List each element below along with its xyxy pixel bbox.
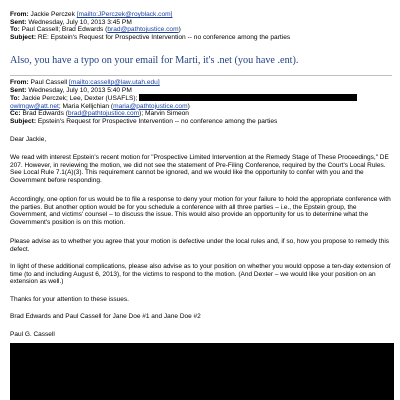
sent-date: Wednesday, July 10, 2013 5:40 PM (28, 86, 132, 94)
cc-names-rest: ); Marvin Simeon (139, 110, 189, 118)
sent-row (10, 19, 394, 27)
greeting-text: Dear Jackie, (10, 136, 47, 143)
to-row (10, 94, 394, 103)
paragraph-text: Please advise as to whether you agree that your motion is defective under the local rules and, if so, how you propose to remedy this defect. (10, 238, 390, 253)
sent-row (10, 87, 394, 95)
paragraph-4 (10, 263, 393, 286)
from-email-link[interactable]: [mailto:cassellp@law.utah.edu] (69, 79, 160, 86)
from-label: From: (10, 11, 29, 18)
email-header-1 (10, 11, 394, 41)
from-row (10, 79, 394, 87)
to-names-continued: ; Maria Kelljchian ( (58, 102, 114, 110)
signature-line: Brad Edwards and Paul Cassell for Jane Doe #1 and Jane Doe #2 (10, 313, 201, 320)
from-name: Jackie Perczek (30, 11, 75, 18)
sent-label: Sent: (10, 18, 27, 26)
redaction-block (10, 343, 394, 400)
to-label: To: (10, 95, 20, 103)
paragraph-text: Thanks for your attention to these issues. (10, 296, 129, 303)
paragraph-7 (10, 331, 393, 339)
sent-date: Wednesday, July 10, 2013 3:45 PM (28, 18, 132, 26)
to-close: ) (178, 26, 181, 34)
paragraph-text: We read with interest Epstein's recent motion for "Prospective Limited Intervention at the Remedy Stage of These Proceedings," DE 207. However, in reviewing the motion, we did not see the statement of Pre-Filing Conference, required by the Court's Local Rules. See Local Rule 7.1(A)(3). This requirement cannot be ignored, and we would like the opportunity to confer with you and the Government before responding. (10, 154, 389, 185)
from-name: Paul Cassell (30, 79, 68, 86)
to-row-continued (10, 103, 394, 111)
to-label: To: (10, 26, 20, 34)
greeting (10, 136, 393, 144)
cc-row (10, 110, 394, 118)
from-label: From: (10, 79, 29, 86)
cc-names: Brad Edwards ( (22, 110, 68, 118)
reply-line: Also, you have a typo on your email for Marti, it's .net (you have .ent). (10, 55, 299, 66)
subject-label: Subject: (10, 33, 37, 41)
to-close: ) (187, 102, 190, 110)
paragraph-3 (10, 238, 393, 253)
to-email-link-2[interactable]: maria@pathtojustice.com (113, 102, 188, 110)
cc-label: Cc: (10, 110, 21, 118)
to-email-link[interactable]: brad@pathtojustice.com (107, 26, 179, 34)
subject-row (10, 118, 394, 126)
to-row (10, 26, 394, 34)
subject-row (10, 34, 394, 42)
to-email-link[interactable]: owlmgw@att.net (10, 102, 59, 110)
sent-label: Sent: (10, 86, 27, 94)
subject-text: Epstein's Request for Prospective Intervention -- no conference among the parties (37, 117, 278, 125)
signature-name: Paul G. Cassell (10, 331, 55, 338)
paragraph-text: Accordingly, one option for us would be to file a response to deny your motion for your failure to hold the appropriate conference with the parties. But another option would be for you schedule a conference with all three parties – i.e., the Epstein group, the Government, and victims' counsel – to discuss the issue. This would also provide an opportunity for us to determine what the Government's position is on this motion. (10, 196, 391, 227)
email-header-2 (10, 79, 394, 126)
paragraph-2 (10, 196, 393, 227)
paragraph-text: In light of these additional complications, please also advise as to your position on whether you would oppose a ten-day extension of time (to and including August 6, 2013), for the victims to respond to the motion. (And Dexter – we would like your position on an extension as well.) (10, 263, 391, 286)
divider (10, 75, 392, 76)
to-names: Jackie Perczek; Lee, Dexter (USAFLS); (21, 95, 138, 103)
from-email-link[interactable]: [mailto:JPerczek@royblack.com] (76, 11, 173, 18)
subject-text: RE: Epstein's Request for Prospective Intervention -- no conference among the parties (37, 33, 291, 41)
from-row (10, 11, 394, 19)
subject-label: Subject: (10, 117, 37, 125)
cc-email-link[interactable]: brad@pathtojustice.com (67, 110, 140, 118)
paragraph-6 (10, 313, 393, 321)
to-names: Paul Cassell; Brad Edwards ( (21, 26, 108, 34)
redaction-bar (139, 94, 357, 101)
paragraph-1 (10, 154, 393, 185)
paragraph-5 (10, 296, 393, 304)
